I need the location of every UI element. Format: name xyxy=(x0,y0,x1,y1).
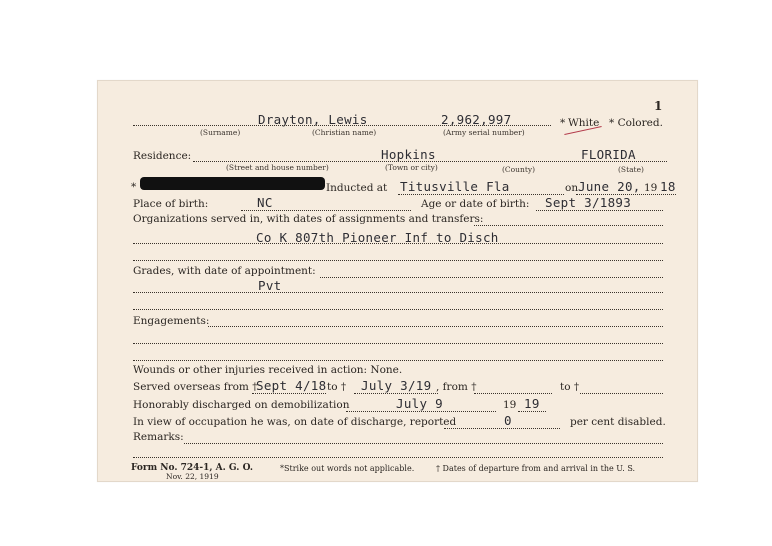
strike-note: *Strike out words not applicable. xyxy=(280,464,415,473)
residence-label: Residence: xyxy=(133,150,192,162)
inducted-place-line xyxy=(398,194,564,195)
discharge-year: 19 xyxy=(524,396,540,411)
disability-label: In view of occupation he was, on date of discharge, reported xyxy=(133,416,457,428)
discharge-year-prefix: 19 xyxy=(503,399,517,411)
disability-value: 0 xyxy=(504,413,512,428)
inducted-date: June 20, xyxy=(578,179,641,194)
inducted-at-label: Inducted at xyxy=(326,182,388,194)
name-value: Drayton, Lewis xyxy=(258,112,368,127)
overseas-from2-line xyxy=(474,393,552,394)
organizations-line-3 xyxy=(133,260,663,261)
organizations-label: Organizations served in, with dates of assignments and transfers: xyxy=(133,213,484,225)
overseas-from-date: Sept 4/18 xyxy=(256,378,327,393)
race-colored: * Colored. xyxy=(609,117,663,129)
christian-name-label: (Christian name) xyxy=(312,128,377,137)
dates-note: † Dates of departure from and arrival in the U. S. xyxy=(436,464,636,473)
residence-line xyxy=(193,161,667,162)
remarks-line-1 xyxy=(184,443,663,444)
induction-star: * xyxy=(131,181,137,193)
remarks-label: Remarks: xyxy=(133,431,184,443)
name-line xyxy=(133,125,551,126)
discharge-date-line xyxy=(346,411,496,412)
engagements-line-2 xyxy=(133,343,663,344)
overseas-from-line xyxy=(252,393,326,394)
overseas-label: Served overseas from † xyxy=(133,381,258,393)
overseas-to2-line xyxy=(580,393,663,394)
organizations-line-2 xyxy=(133,243,663,244)
discharge-date: July 9 xyxy=(396,396,443,411)
race-white: White xyxy=(568,117,600,129)
remarks-line-2 xyxy=(133,457,663,458)
inducted-year: 18 xyxy=(660,179,676,194)
place-of-birth-line xyxy=(241,210,411,211)
grades-line-3 xyxy=(133,309,663,310)
overseas-to-line xyxy=(354,393,438,394)
overseas-to2-label: to † xyxy=(560,381,580,393)
street-label: (Street and house number) xyxy=(226,163,329,172)
race-star: * xyxy=(560,117,566,129)
organizations-value: Co K 807th Pioneer Inf to Disch xyxy=(256,230,499,245)
overseas-to-date: July 3/19 xyxy=(361,378,432,393)
place-of-birth-label: Place of birth: xyxy=(133,198,209,210)
state-label: (State) xyxy=(618,165,644,174)
inducted-year-prefix: 19 xyxy=(644,182,658,194)
redaction-mark xyxy=(140,177,325,190)
county-label: (County) xyxy=(502,165,536,174)
serial-value: 2,962,997 xyxy=(441,112,512,127)
place-of-birth-value: NC xyxy=(257,195,273,210)
organizations-line-1 xyxy=(474,225,663,226)
discharge-label: Honorably discharged on demobilization xyxy=(133,399,350,411)
overseas-to-label: to † xyxy=(327,381,347,393)
engagements-label: Engagements: xyxy=(133,315,210,327)
disability-line xyxy=(444,428,560,429)
engagements-line-1 xyxy=(208,326,663,327)
card-number: 1 xyxy=(654,99,663,113)
overseas-from2-label: , from † xyxy=(436,381,477,393)
grades-value: Pvt xyxy=(258,278,282,293)
surname-label: (Surname) xyxy=(200,128,241,137)
residence-town: Hopkins xyxy=(381,147,436,162)
birth-date-value: Sept 3/1893 xyxy=(545,195,632,210)
inducted-on-label: on xyxy=(565,182,579,194)
engagements-line-3 xyxy=(133,360,663,361)
service-record-card xyxy=(97,80,698,482)
form-number: Form No. 724-1, A. G. O. xyxy=(131,463,254,473)
residence-state: FLORIDA xyxy=(581,147,636,162)
discharge-year-line xyxy=(518,411,546,412)
birth-date-line xyxy=(536,210,663,211)
grades-label: Grades, with date of appointment: xyxy=(133,265,316,277)
inducted-place: Titusville Fla xyxy=(400,179,510,194)
form-date: Nov. 22, 1919 xyxy=(166,472,219,480)
serial-label: (Army serial number) xyxy=(443,128,525,137)
birth-date-label: Age or date of birth: xyxy=(421,198,530,210)
town-label: (Town or city) xyxy=(385,163,438,172)
disability-suffix: per cent disabled. xyxy=(570,416,666,428)
grades-line-1 xyxy=(320,277,663,278)
grades-line-2 xyxy=(133,292,663,293)
form-date-clip xyxy=(166,472,232,480)
wounds-label: Wounds or other injuries received in action: None. xyxy=(133,364,403,376)
